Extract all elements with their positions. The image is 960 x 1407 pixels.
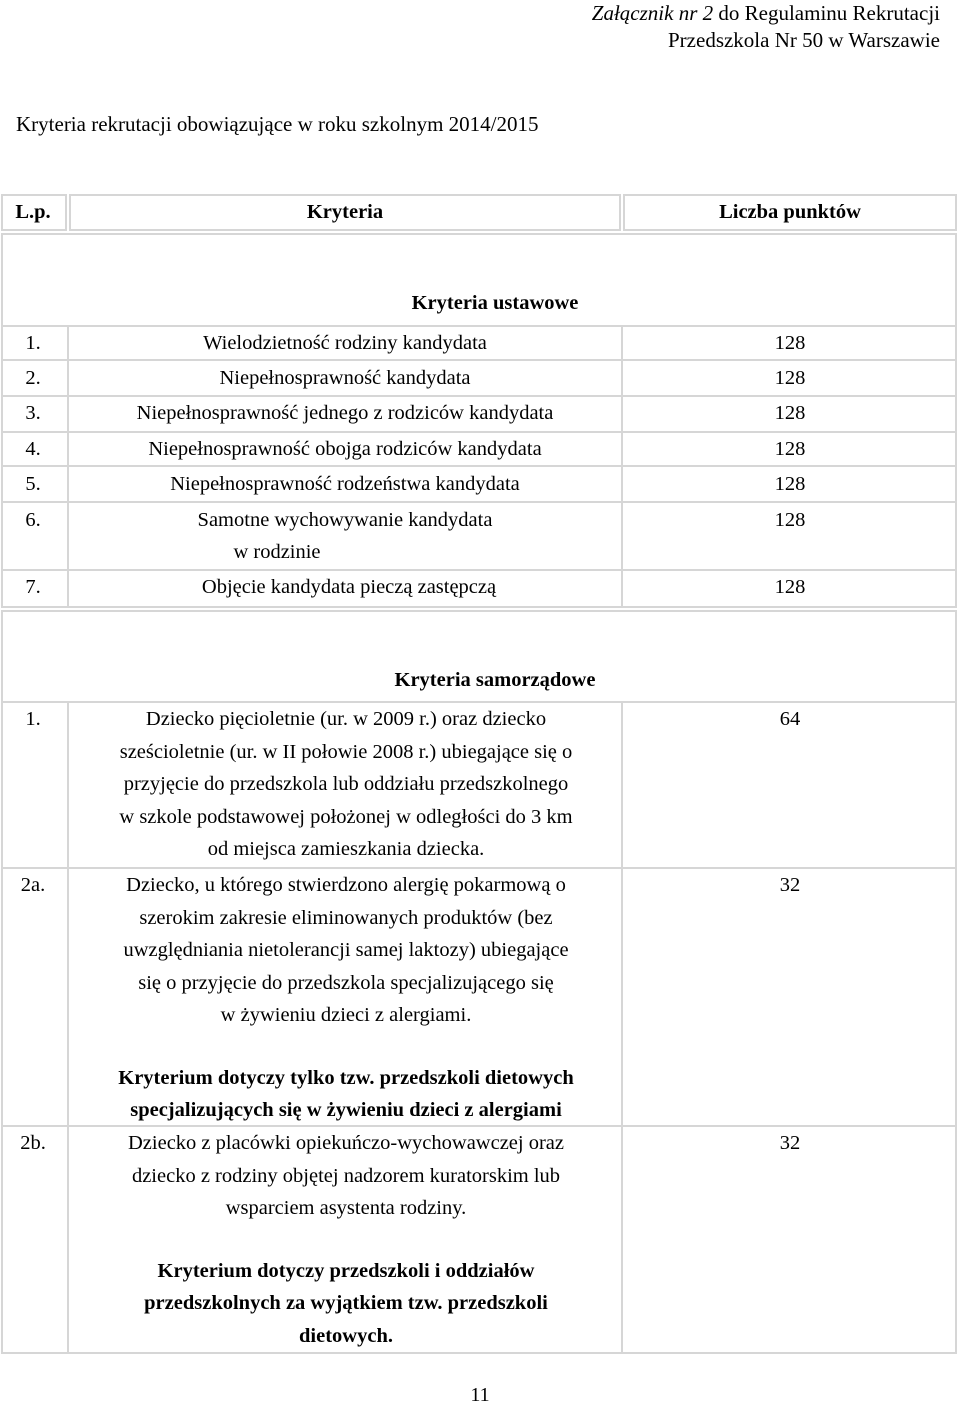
row-number: 2. <box>25 367 41 389</box>
spacer <box>70 1032 622 1062</box>
row-number: 1. <box>25 708 41 730</box>
criteria-line: dziecko z rodziny objętej nadzorem kuratorskim lub <box>131 1164 561 1187</box>
row-points: 128 <box>774 509 806 531</box>
row-number: 5. <box>25 473 41 495</box>
row-points: 128 <box>774 438 806 460</box>
row-number: 4. <box>25 438 41 460</box>
row-points: 32 <box>779 874 801 896</box>
criteria-line: przyjęcie do przedszkola lub oddziału przedszkolnego <box>123 773 569 795</box>
row-criteria <box>70 703 622 866</box>
criteria-line: szerokim zakresie eliminowanych produktów (bez <box>139 906 553 929</box>
row-points: 128 <box>774 576 806 598</box>
criteria-line: w szkole podstawowej położonej w odległości do 3 km <box>119 805 573 828</box>
criteria-line: od miejsca zamieszkania dziecka. <box>207 838 485 860</box>
criteria-line: wsparciem asystenta rodziny. <box>225 1197 467 1219</box>
page-number: 11 <box>470 1384 490 1406</box>
criteria-note-line: specjalizujących się w żywieniu dzieci z alergiami <box>130 1099 562 1121</box>
regulation-title: do Regulaminu Rekrutacji <box>713 1 940 25</box>
section-title-municipal: Kryteria samorządowe <box>394 669 596 691</box>
criteria-line: Dziecko, u którego stwierdzono alergię pokarmową o <box>126 874 566 896</box>
attachment-header-line2: Przedszkola Nr 50 w Warszawie <box>668 28 940 52</box>
row-points: 32 <box>779 1132 801 1154</box>
row-points: 128 <box>774 332 806 354</box>
row-points: 128 <box>774 402 806 424</box>
row-criteria <box>70 1127 622 1352</box>
row-criteria: Niepełnosprawność rodzeństwa kandydata <box>170 473 520 495</box>
row-number: 2b. <box>20 1132 46 1154</box>
column-header-points: Liczba punktów <box>719 201 861 223</box>
row-points: 128 <box>774 367 806 389</box>
row-criteria: Objęcie kandydata pieczą zastępczą <box>201 576 497 598</box>
row-criteria: Niepełnosprawność kandydata <box>219 367 471 389</box>
row-points: 64 <box>779 708 801 730</box>
row-number: 1. <box>25 332 41 354</box>
row-criteria: Niepełnosprawność jednego z rodziców kandydata <box>136 402 554 424</box>
row-criteria <box>70 869 622 1127</box>
row-number: 7. <box>25 576 41 598</box>
row-number: 6. <box>25 509 41 531</box>
criteria-note-line: Kryterium dotyczy tylko tzw. przedszkoli dietowych <box>118 1066 574 1089</box>
row-points: 128 <box>774 473 806 495</box>
row-criteria: Niepełnosprawność obojga rodziców kandydata <box>148 438 542 460</box>
row-criteria: Wielodzietność rodziny kandydata <box>203 332 487 354</box>
row-number: 2a. <box>20 874 46 896</box>
criteria-line: uwzględniania nietolerancji samej laktozy) ubiegające <box>123 939 569 961</box>
spacer <box>70 1225 622 1255</box>
criteria-line: w żywieniu dzieci z alergiami. <box>220 1004 472 1026</box>
criteria-line: się o przyjęcie do przedszkola specjalizującego się <box>138 971 554 994</box>
criteria-line: sześcioletnie (ur. w II połowie 2008 r.) ubiegające się o <box>119 740 573 763</box>
criteria-line: Dziecko pięcioletnie (ur. w 2009 r.) oraz dziecko <box>145 708 547 730</box>
row-number: 3. <box>25 402 41 424</box>
criteria-line: Dziecko z placówki opiekuńczo-wychowawczej oraz <box>128 1132 564 1154</box>
attachment-label: Załącznik nr 2 <box>591 1 714 25</box>
column-header-number: L.p. <box>15 201 51 223</box>
row-criteria-line1: Samotne wychowywanie kandydata <box>197 509 493 531</box>
section-title-statutory: Kryteria ustawowe <box>411 292 579 314</box>
document-title: Kryteria rekrutacji obowiązujące w roku szkolnym 2014/2015 <box>16 112 539 136</box>
column-header-criteria: Kryteria <box>306 201 384 223</box>
criteria-note-line: Kryterium dotyczy przedszkoli i oddziałów <box>157 1259 535 1282</box>
criteria-note-line: przedszkolnych za wyjątkiem tzw. przedszkoli <box>144 1292 548 1314</box>
row-criteria-line2: w rodzinie <box>233 541 321 563</box>
criteria-note-line: dietowych. <box>299 1324 393 1347</box>
